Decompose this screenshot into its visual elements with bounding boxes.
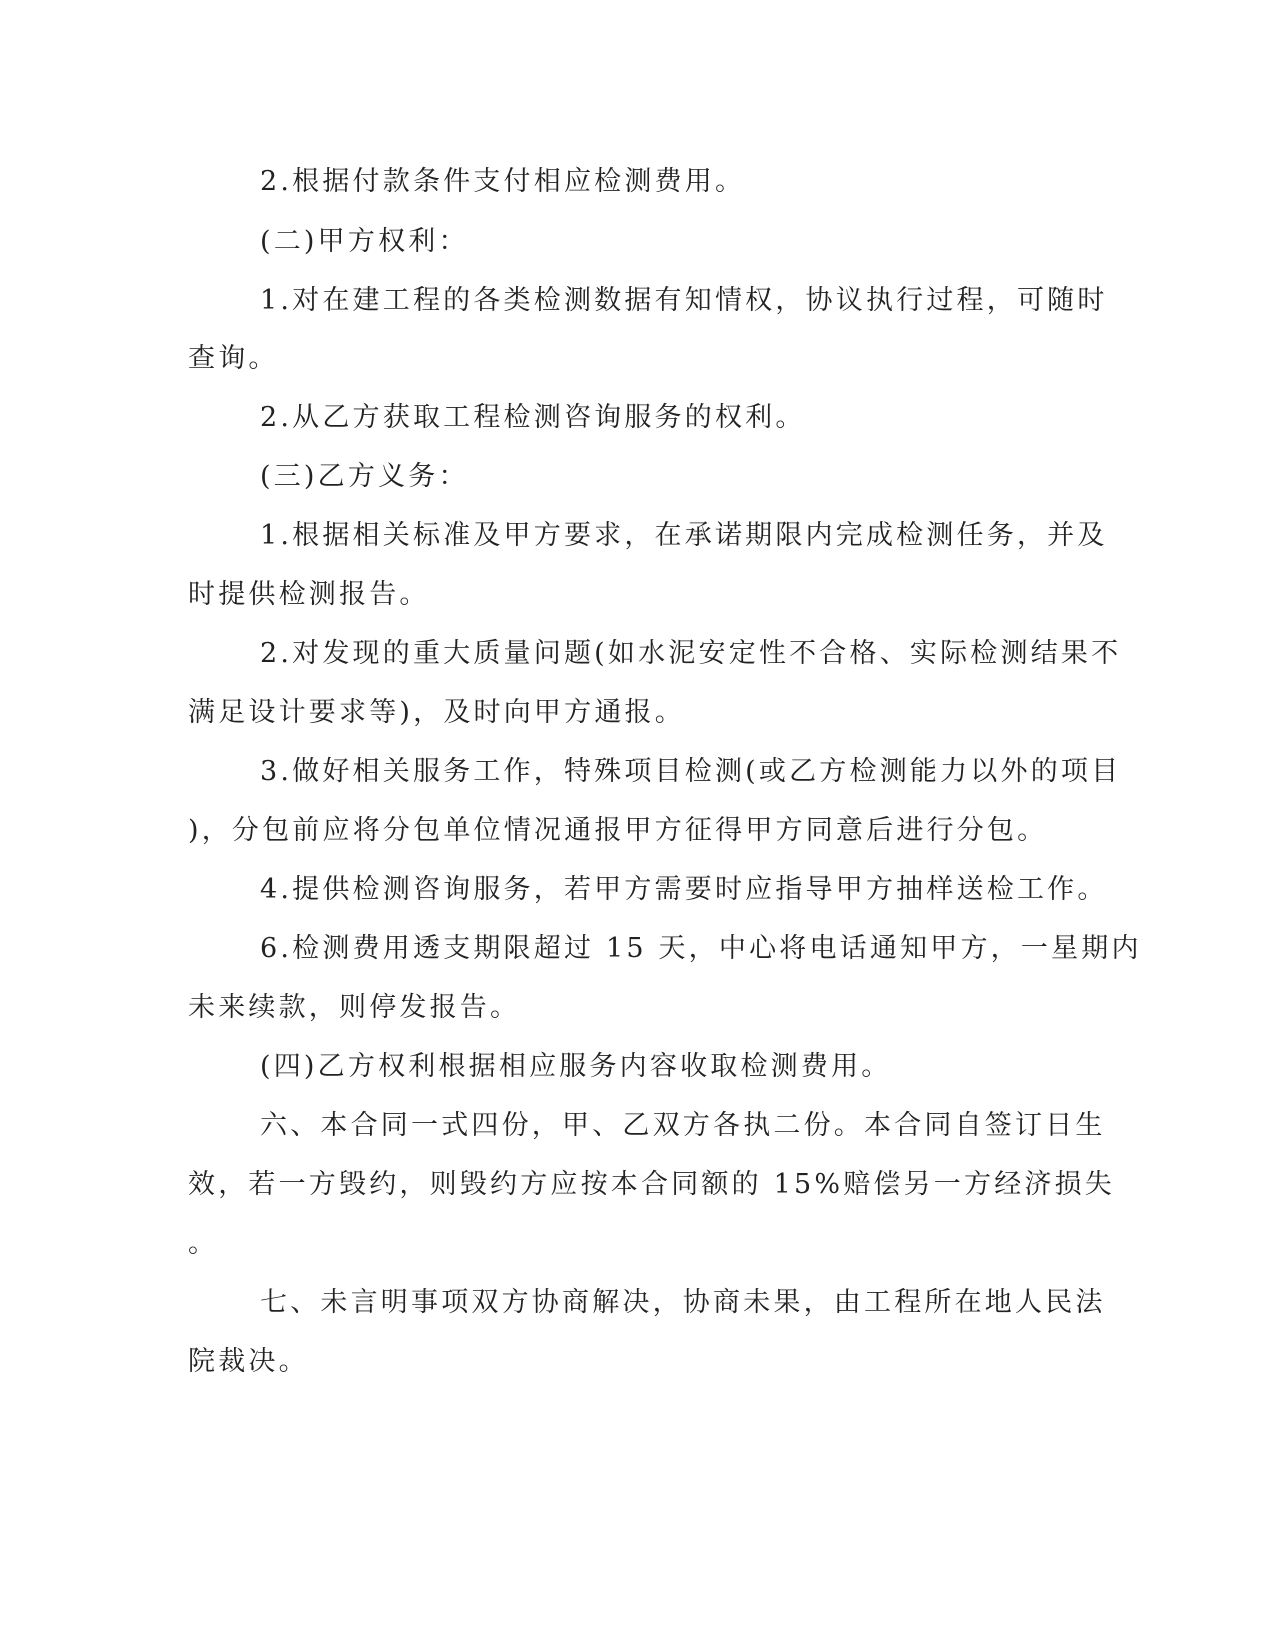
text-line: 4.提供检测咨询服务，若甲方需要时应指导甲方抽样送检工作。 (260, 874, 1108, 905)
text-line: 1.根据相关标准及甲方要求，在承诺期限内完成检测任务，并及 (260, 520, 1108, 551)
text-line: 六、本合同一式四份，甲、乙双方各执二份。本合同自签订日生 (260, 1110, 1106, 1141)
text-line: )，分包前应将分包单位情况通报甲方征得甲方同意后进行分包。 (188, 815, 1048, 846)
text-line: 6.检测费用透支期限超过 15 天，中心将电话通知甲方，一星期内 (260, 933, 1142, 964)
text-line: 1.对在建工程的各类检测数据有知情权，协议执行过程，可随时 (260, 285, 1108, 316)
text-line: 3.做好相关服务工作，特殊项目检测(或乙方检测能力以外的项目 (260, 756, 1122, 787)
text-line: 院裁决。 (188, 1346, 309, 1377)
section-heading: (二)甲方权利： (260, 226, 469, 257)
text-line: 2.根据付款条件支付相应检测费用。 (260, 166, 746, 197)
text-line: 满足设计要求等)，及时向甲方通报。 (188, 697, 685, 728)
text-line: 时提供检测报告。 (188, 579, 430, 610)
text-line: 未来续款，则停发报告。 (188, 992, 521, 1023)
text-line: 。 (188, 1228, 219, 1259)
text-line: 2.从乙方获取工程检测咨询服务的权利。 (260, 402, 806, 433)
text-line: 2.对发现的重大质量问题(如水泥安定性不合格、实际检测结果不 (260, 638, 1122, 669)
text-line: 效，若一方毁约，则毁约方应按本合同额的 15%赔偿另一方经济损失 (188, 1169, 1115, 1200)
section-heading: (三)乙方义务： (260, 461, 469, 492)
section-heading: (四)乙方权利根据相应服务内容收取检测费用。 (260, 1051, 892, 1082)
text-line: 查询。 (188, 343, 279, 374)
text-line: 七、未言明事项双方协商解决，协商未果，由工程所在地人民法 (260, 1287, 1106, 1318)
